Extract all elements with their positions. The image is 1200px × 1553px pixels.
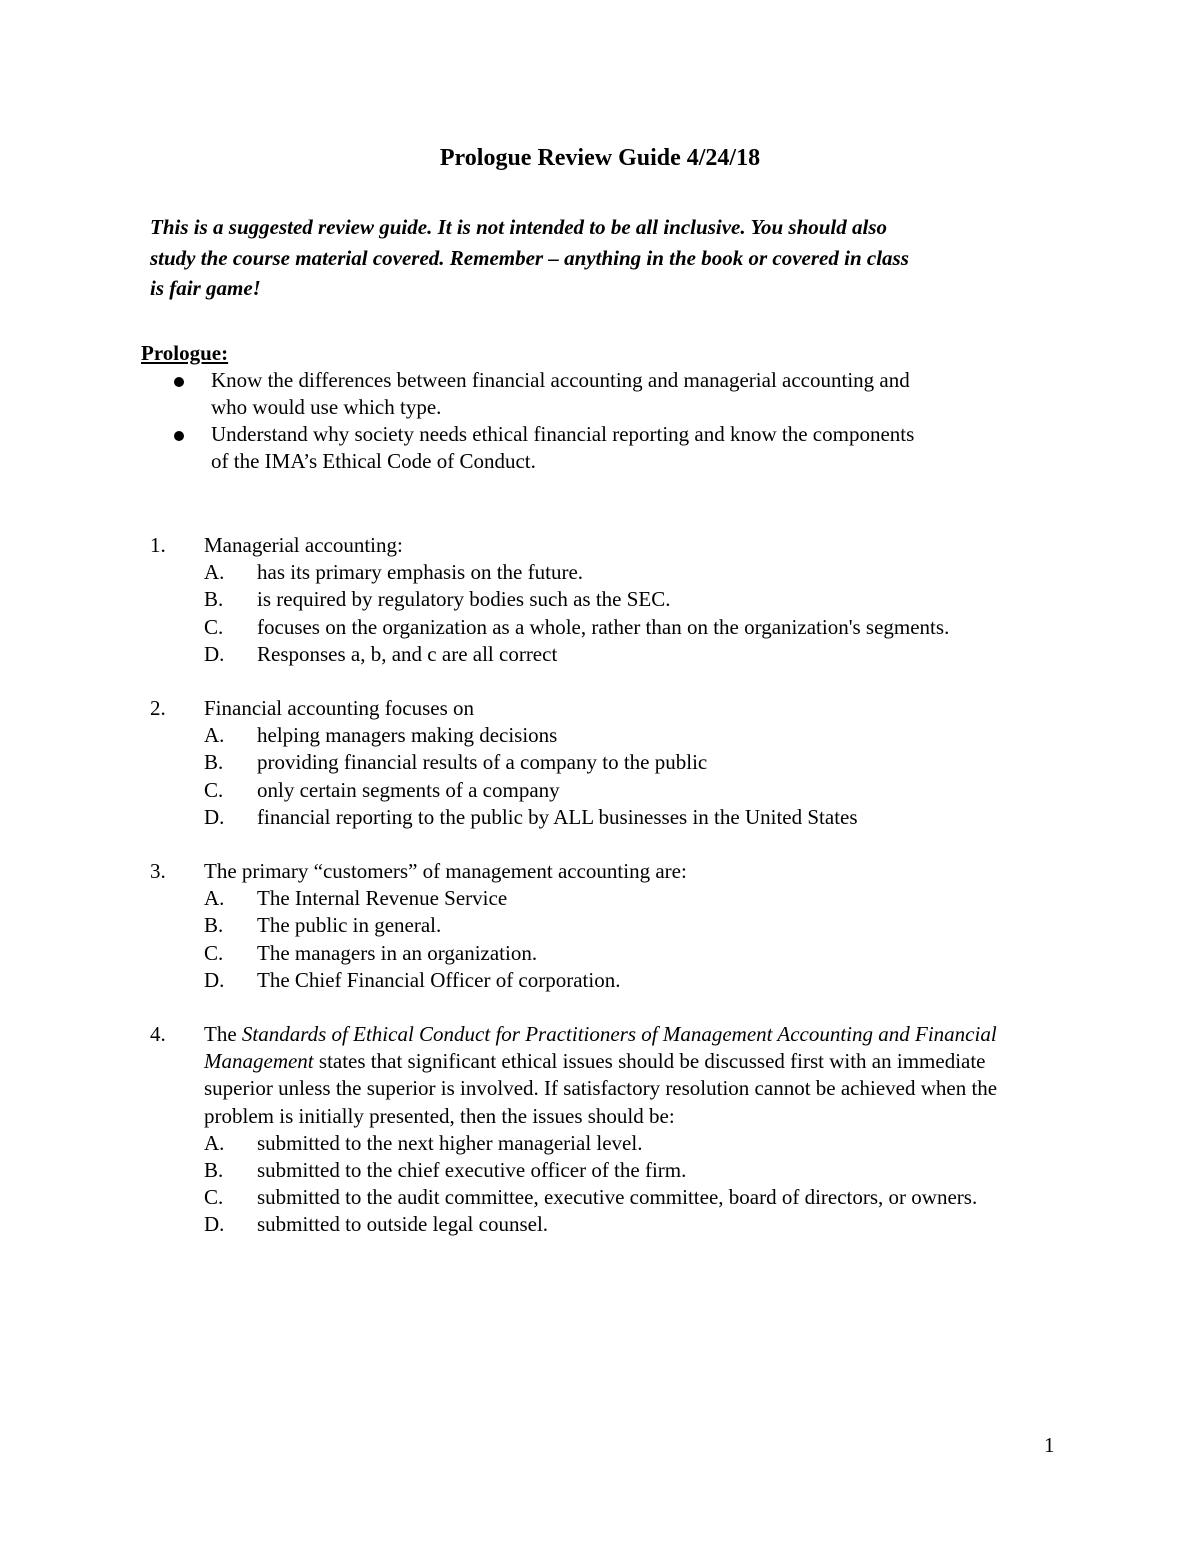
answer-option bbox=[204, 586, 1200, 613]
question-stem: Managerial accounting: bbox=[204, 533, 403, 557]
option-letter: B. bbox=[204, 750, 224, 775]
option-letter: B. bbox=[204, 587, 224, 612]
answer-option bbox=[204, 749, 1200, 776]
bullet-text-line: of the IMA’s Ethical Code of Conduct. bbox=[211, 449, 536, 473]
bullet-dot-icon bbox=[174, 377, 184, 387]
option-letter: B. bbox=[204, 913, 224, 938]
option-text: submitted to the audit committee, executive committee, board of directors, or owners. bbox=[257, 1185, 978, 1210]
option-text: The managers in an organization. bbox=[257, 940, 538, 965]
option-letter: D. bbox=[204, 967, 225, 992]
option-letter: C. bbox=[204, 940, 224, 965]
option-letter: D. bbox=[204, 804, 225, 829]
page-number: 1 bbox=[1044, 1433, 1055, 1457]
bullet-item bbox=[0, 421, 1200, 475]
answer-option bbox=[204, 641, 1200, 668]
answer-option bbox=[204, 559, 1200, 586]
question-3 bbox=[0, 858, 1200, 994]
option-text: helping managers making decisions bbox=[257, 723, 558, 748]
answer-option bbox=[204, 804, 1200, 831]
answer-option bbox=[204, 1130, 1200, 1157]
option-text: The public in general. bbox=[257, 913, 442, 938]
question-list bbox=[0, 532, 1200, 1266]
bullet-text-line: who would use which type. bbox=[211, 395, 442, 419]
question-stem-prefix: The bbox=[204, 1022, 242, 1047]
option-letter: D. bbox=[204, 1212, 225, 1237]
option-text: submitted to the chief executive officer of the firm. bbox=[257, 1158, 687, 1183]
answer-option bbox=[204, 1211, 1200, 1238]
question-number: 1. bbox=[150, 533, 166, 557]
question-stem: The primary “customers” of management accounting are: bbox=[204, 859, 687, 884]
question-number: 3. bbox=[150, 859, 166, 884]
option-text: submitted to outside legal counsel. bbox=[257, 1212, 549, 1237]
option-text: Responses a, b, and c are all correct bbox=[257, 641, 558, 666]
intro-line: study the course material covered. Remember – anything in the book or covered in class bbox=[150, 245, 909, 270]
answer-option bbox=[204, 614, 1200, 641]
question-number: 4. bbox=[150, 1022, 166, 1047]
answer-option bbox=[204, 722, 1200, 749]
question-4 bbox=[0, 1021, 1200, 1239]
option-text: providing financial results of a company to the public bbox=[257, 750, 708, 775]
bullet-list bbox=[0, 367, 1200, 475]
intro-line: This is a suggested review guide. It is not intended to be all inclusive. You should also bbox=[150, 215, 888, 239]
answer-option bbox=[204, 912, 1200, 939]
answer-option bbox=[204, 1184, 1200, 1211]
answer-option bbox=[204, 967, 1200, 994]
bullet-dot-icon bbox=[174, 431, 184, 441]
option-text: submitted to the next higher managerial level. bbox=[257, 1130, 643, 1155]
option-letter: C. bbox=[204, 777, 224, 802]
option-text: is required by regulatory bodies such as the SEC. bbox=[257, 587, 671, 612]
option-letter: A. bbox=[204, 1130, 225, 1155]
answer-option bbox=[204, 940, 1200, 967]
question-2 bbox=[0, 695, 1200, 831]
option-letter: B. bbox=[204, 1158, 224, 1183]
bullet-text-line: Understand why society needs ethical financial reporting and know the components bbox=[211, 422, 915, 446]
option-text: only certain segments of a company bbox=[257, 777, 560, 802]
option-letter: C. bbox=[204, 1185, 224, 1210]
question-stem: Financial accounting focuses on bbox=[204, 696, 475, 721]
option-text: financial reporting to the public by ALL businesses in the United States bbox=[257, 804, 858, 829]
option-text: The Internal Revenue Service bbox=[257, 886, 508, 911]
answer-option bbox=[204, 1157, 1200, 1184]
question-number: 2. bbox=[150, 696, 166, 721]
option-text: has its primary emphasis on the future. bbox=[257, 560, 584, 585]
intro-line: is fair game! bbox=[150, 276, 261, 300]
bullet-text-line: Know the differences between financial accounting and managerial accounting and bbox=[211, 368, 910, 392]
question-stem-rest: states that significant ethical issues should be discussed first with an immediate superior unless the superior is involved. If satisfactory resolution cannot be achieved when the problem is initially presented, then the issues should be: bbox=[204, 1049, 998, 1128]
question-stem-title: Standards of Ethical Conduct for Practitioners of Management Accounting and Financial Management bbox=[204, 1022, 997, 1074]
question-1 bbox=[0, 532, 1200, 668]
option-letter: A. bbox=[204, 723, 225, 748]
intro-note bbox=[150, 212, 1030, 304]
option-text: focuses on the organization as a whole, rather than on the organization's segments. bbox=[257, 614, 950, 639]
page-title: Prologue Review Guide 4/24/18 bbox=[439, 145, 761, 171]
option-letter: D. bbox=[204, 641, 225, 666]
answer-option bbox=[204, 885, 1200, 912]
option-letter: A. bbox=[204, 560, 225, 585]
option-text: The Chief Financial Officer of corporation. bbox=[257, 967, 621, 992]
bullet-item bbox=[0, 367, 1200, 421]
option-letter: C. bbox=[204, 614, 224, 639]
answer-option bbox=[204, 777, 1200, 804]
section-heading: Prologue: bbox=[141, 341, 229, 365]
option-letter: A. bbox=[204, 886, 225, 911]
